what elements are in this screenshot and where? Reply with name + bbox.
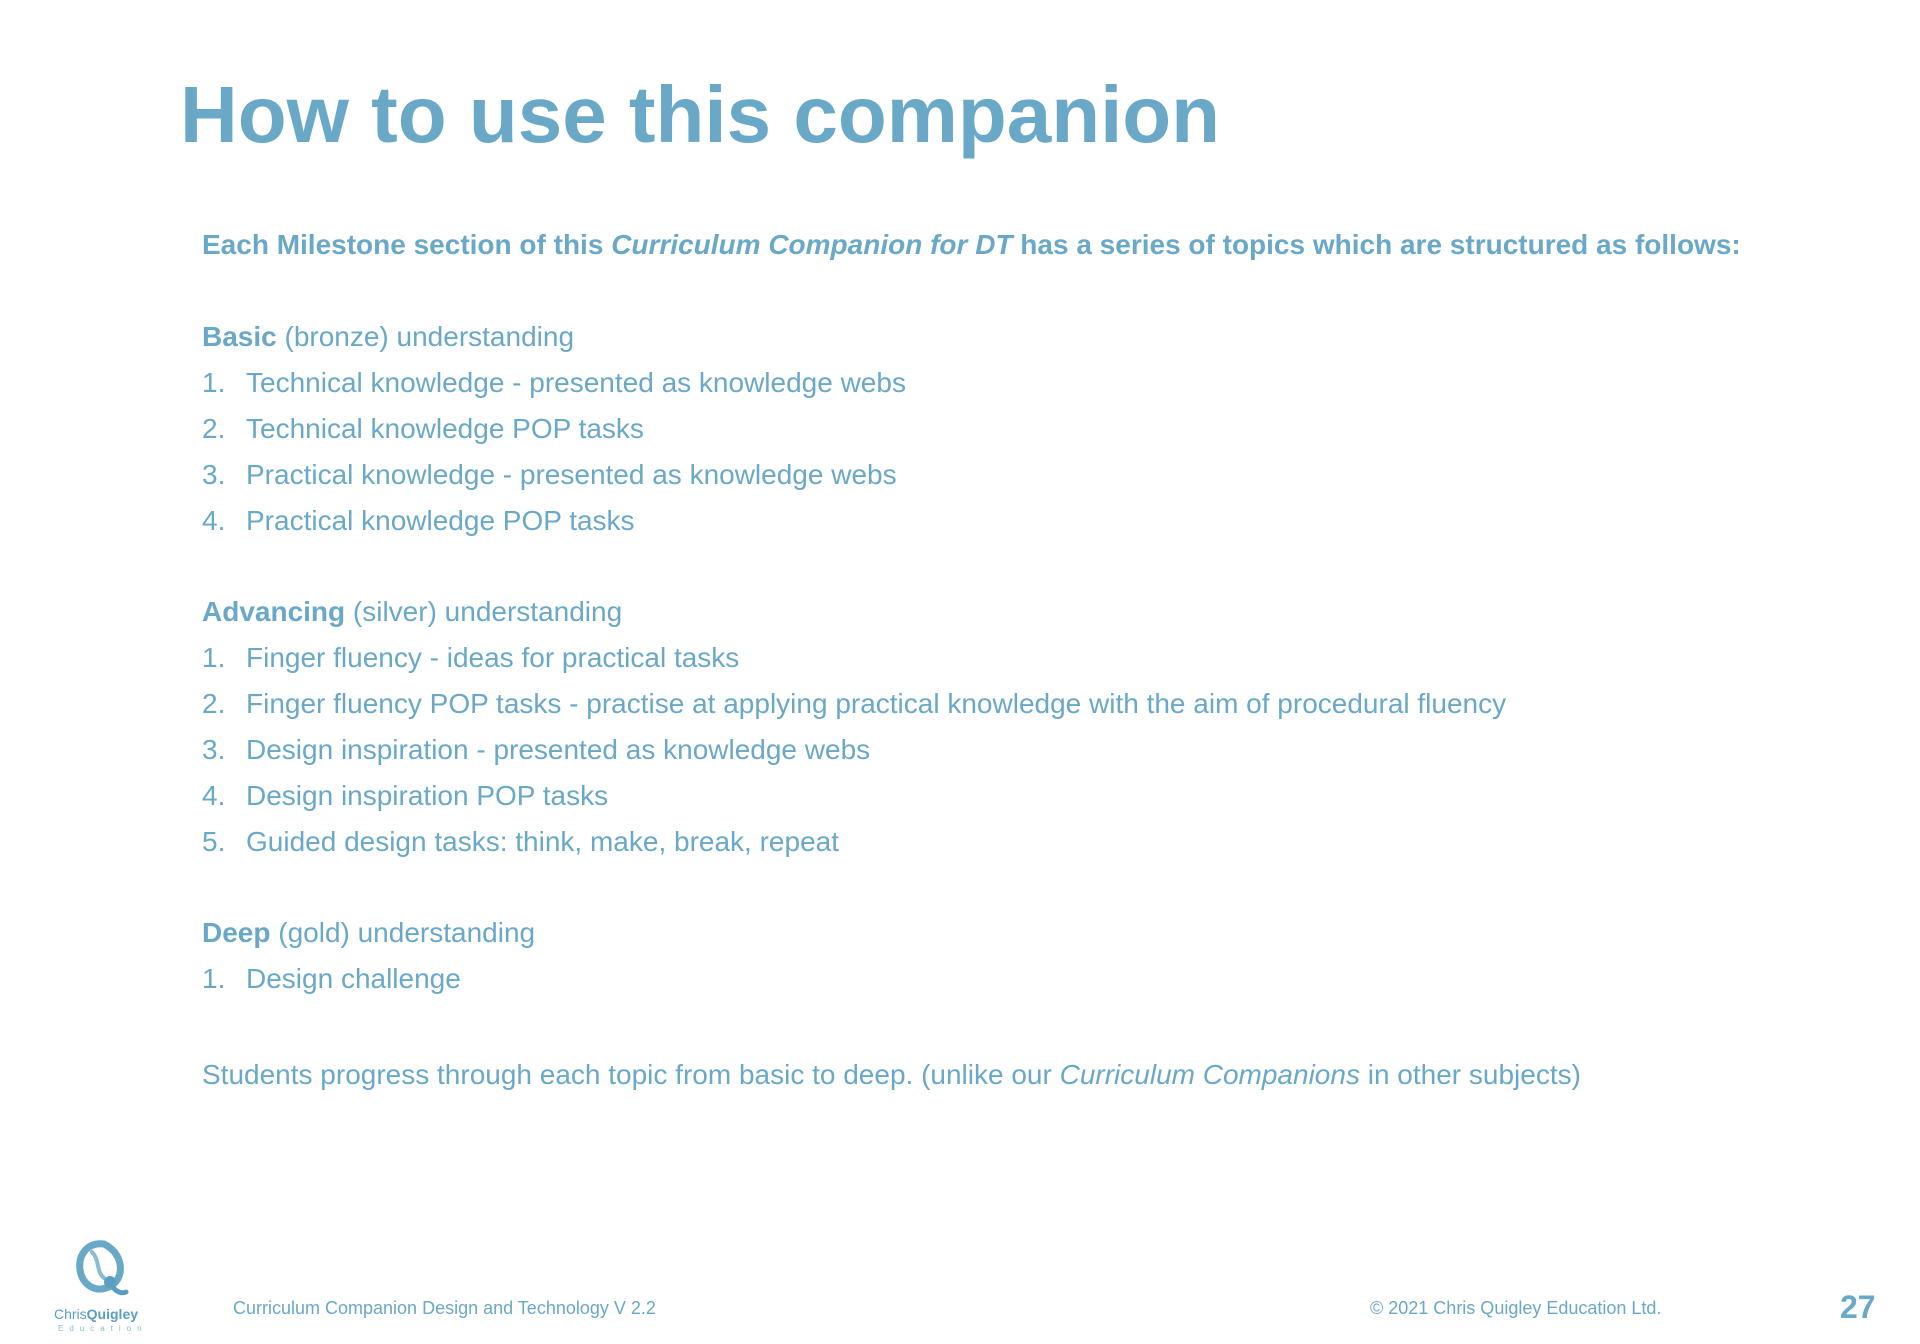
section-heading — [202, 589, 1762, 635]
item-text: Design inspiration POP tasks — [246, 780, 609, 811]
item-text: Practical knowledge - presented as knowledge webs — [246, 459, 897, 490]
section-basic — [202, 314, 1762, 544]
item-number: 2. — [202, 413, 226, 444]
intro-paragraph — [202, 220, 1762, 269]
section-level: Advancing — [202, 596, 346, 627]
item-number: 1. — [202, 367, 226, 398]
item-number: 5. — [202, 826, 226, 857]
list-item — [202, 452, 1762, 498]
item-text: Design inspiration - presented as knowledge webs — [246, 734, 871, 765]
list-item — [202, 773, 1762, 819]
logo-subtitle: Education — [58, 1324, 148, 1333]
item-number: 2. — [202, 688, 226, 719]
intro-text-before: Each Milestone section of this — [202, 229, 612, 260]
chris-quigley-logo — [54, 1238, 154, 1338]
item-text: Technical knowledge POP tasks — [246, 413, 644, 444]
section-level-desc: (bronze) understanding — [276, 321, 575, 352]
section-level: Basic — [202, 321, 277, 352]
list-item — [202, 956, 1762, 1002]
list-item — [202, 360, 1762, 406]
intro-text-after: has a series of topics which are structured as follows: — [1012, 229, 1741, 260]
step-list — [202, 360, 1762, 544]
section-deep — [202, 910, 1762, 1002]
item-number: 1. — [202, 963, 226, 994]
item-number: 3. — [202, 734, 226, 765]
chris-quigley-logo-icon — [70, 1238, 134, 1302]
list-item — [202, 635, 1762, 681]
content — [202, 220, 1762, 1098]
item-number: 3. — [202, 459, 226, 490]
list-item — [202, 406, 1762, 452]
intro-text-italic: Curriculum Companion for DT — [611, 229, 1013, 260]
page-number: 27 — [1840, 1289, 1876, 1325]
item-text: Finger fluency - ideas for practical tasks — [246, 642, 740, 673]
page-title: How to use this companion — [180, 70, 1221, 159]
logo-name — [54, 1306, 154, 1322]
closing-text-after: in other subjects) — [1359, 1059, 1581, 1090]
list-item — [202, 498, 1762, 544]
logo-name-last: Quigley — [86, 1306, 139, 1322]
logo-name-first: Chris — [54, 1306, 87, 1322]
item-text: Technical knowledge - presented as knowledge webs — [246, 367, 906, 398]
item-text: Practical knowledge POP tasks — [246, 505, 635, 536]
footer-copyright: © 2021 Chris Quigley Education Ltd. — [1370, 1298, 1662, 1318]
section-heading — [202, 314, 1762, 360]
section-level-desc: (gold) understanding — [270, 917, 536, 948]
item-number: 1. — [202, 642, 226, 673]
closing-text-italic: Curriculum Companions — [1059, 1059, 1360, 1090]
closing-text-before: Students progress through each topic from basic to deep. (unlike our — [202, 1059, 1060, 1090]
item-text: Design challenge — [246, 963, 461, 994]
section-heading — [202, 910, 1762, 956]
item-text: Finger fluency POP tasks - practise at applying practical knowledge with the aim of procedural fluency — [246, 688, 1507, 719]
step-list — [202, 956, 1762, 1002]
list-item — [202, 819, 1762, 865]
section-level-desc: (silver) understanding — [345, 596, 623, 627]
item-number: 4. — [202, 780, 226, 811]
list-item — [202, 681, 1762, 727]
item-number: 4. — [202, 505, 226, 536]
item-text: Guided design tasks: think, make, break, repeat — [246, 826, 839, 857]
footer-document-title: Curriculum Companion Design and Technology V 2.2 — [233, 1298, 656, 1318]
section-level: Deep — [202, 917, 271, 948]
list-item — [202, 727, 1762, 773]
section-advancing — [202, 589, 1762, 865]
step-list — [202, 635, 1762, 865]
closing-paragraph — [202, 1052, 1762, 1098]
